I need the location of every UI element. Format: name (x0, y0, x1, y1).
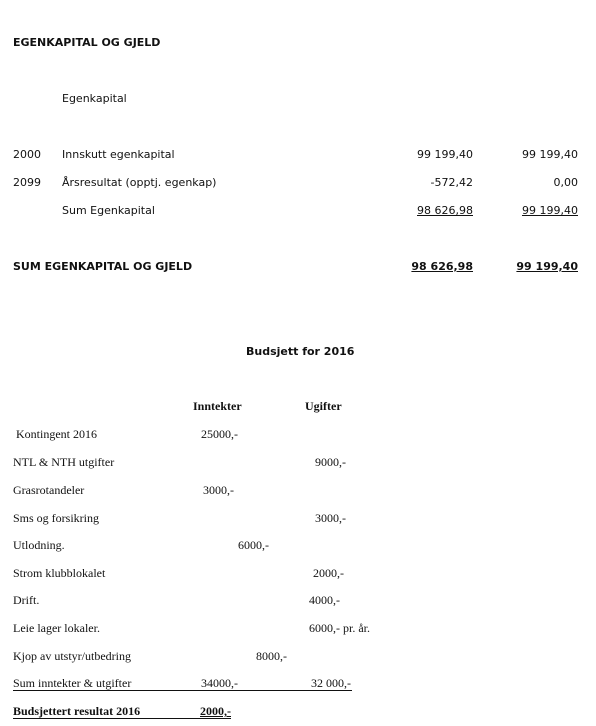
budget-value: 9000,- (315, 455, 346, 469)
budget-label: Kjop av utstyr/utbedring (13, 649, 131, 663)
budget-label: Strom klubblokalet (13, 566, 106, 580)
budget-sum-income: 34000,- (201, 676, 238, 690)
column-header-income: Inntekter (193, 399, 242, 413)
column-header-expense: Ugifter (305, 399, 342, 413)
budget-label: Leie lager lokaler. (13, 621, 100, 635)
budget-value: 25000,- (201, 427, 238, 441)
budget-label: Utlodning. (13, 538, 65, 552)
total-value-current: 98 626,98 (411, 260, 473, 273)
budget-value: 2000,- (313, 566, 344, 580)
budget-result-value: 2000,- (200, 704, 231, 718)
budget-value: 6000,- pr. år. (309, 621, 370, 635)
total-label: SUM EGENKAPITAL OG GJELD (13, 260, 193, 273)
budget-value: 6000,- (238, 538, 269, 552)
account-number: 2099 (13, 176, 41, 189)
budget-title: Budsjett for 2016 (246, 345, 355, 358)
sum-value-previous: 99 199,40 (522, 204, 578, 217)
sum-value-current: 98 626,98 (417, 204, 473, 217)
sum-label: Sum Egenkapital (62, 204, 155, 217)
section-title: EGENKAPITAL OG GJELD (13, 36, 161, 49)
budget-label: NTL & NTH utgifter (13, 455, 115, 469)
sum-underline (13, 690, 352, 691)
budget-label: Grasrotandeler (13, 483, 85, 497)
budget-label: Drift. (13, 593, 40, 607)
account-label: Årsresultat (opptj. egenkap) (62, 176, 217, 189)
budget-value: 3000,- (315, 511, 346, 525)
value-previous: 99 199,40 (522, 148, 578, 161)
budget-value: 8000,- (256, 649, 287, 663)
value-previous: 0,00 (553, 176, 578, 189)
budget-result-label: Budsjettert resultat 2016 (13, 704, 141, 718)
account-number: 2000 (13, 148, 41, 161)
budget-value: 3000,- (203, 483, 234, 497)
budget-sum-label: Sum inntekter & utgifter (13, 676, 132, 690)
result-underline (13, 718, 231, 719)
budget-label: Sms og forsikring (13, 511, 100, 525)
budget-value: 4000,- (309, 593, 340, 607)
group-title: Egenkapital (62, 92, 127, 105)
total-value-previous: 99 199,40 (516, 260, 578, 273)
value-current: -572,42 (430, 176, 473, 189)
value-current: 99 199,40 (417, 148, 473, 161)
budget-sum-expense: 32 000,- (311, 676, 351, 690)
budget-label: Kontingent 2016 (16, 427, 97, 441)
account-label: Innskutt egenkapital (62, 148, 175, 161)
